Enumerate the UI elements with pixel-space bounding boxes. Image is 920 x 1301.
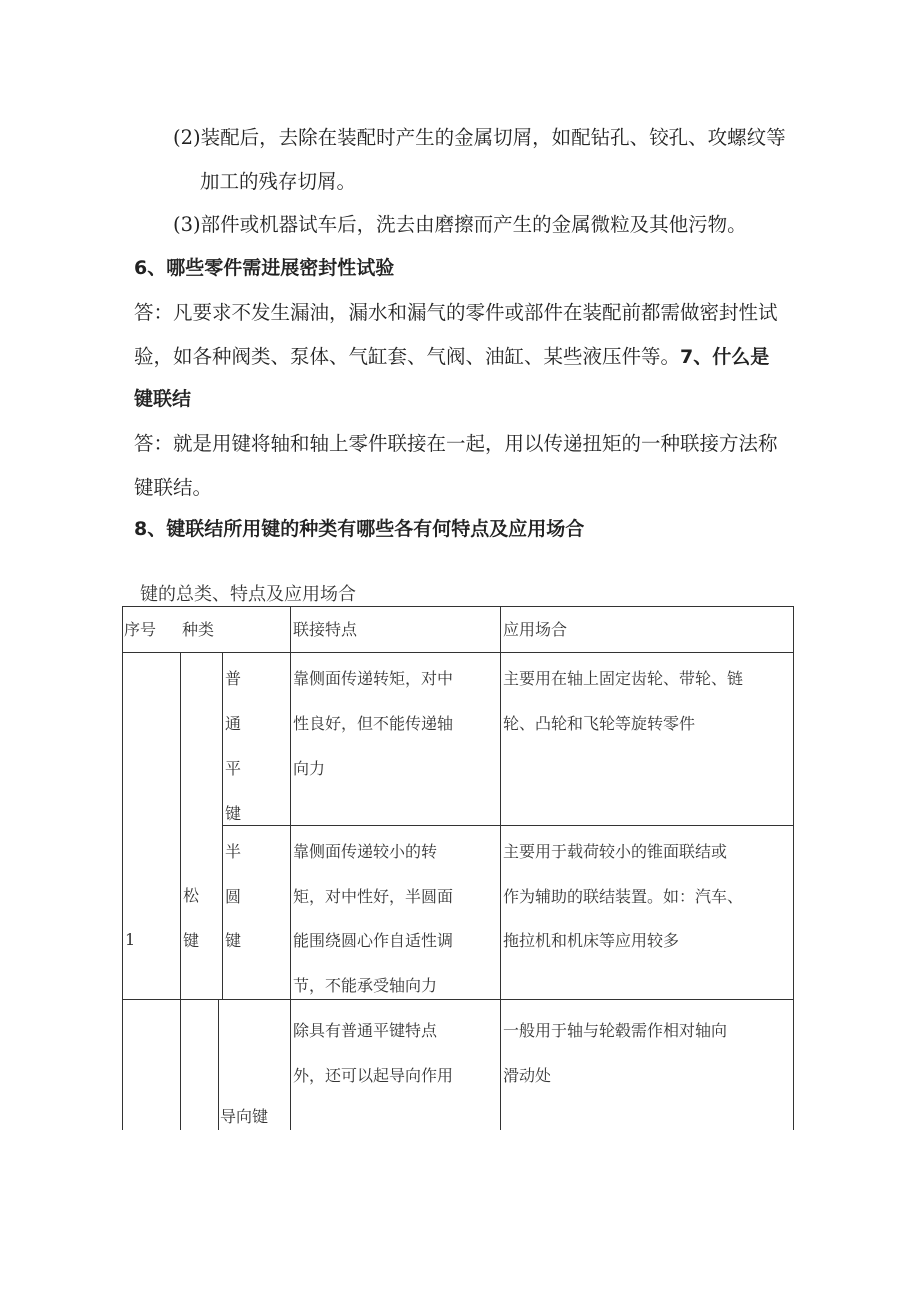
- row-1-features-line-1: 靠侧面传递转矩，对中: [293, 669, 454, 688]
- row-2-features-line-2: 矩，对中性好，半圆面: [293, 887, 454, 906]
- table-col-divider-features: [500, 606, 501, 1130]
- question-8-title: 8、键联结所用键的种类有哪些各有何特点及应用场合: [134, 518, 585, 540]
- header-usage: 应用场合: [503, 620, 568, 639]
- table-caption: 键的总类、特点及应用场合: [140, 584, 356, 605]
- row-1-usage-line-2: 轮、凸轮和飞轮等旋转零件: [503, 714, 696, 733]
- header-features: 联接特点: [293, 620, 358, 639]
- row-seq-number: 1: [125, 930, 136, 949]
- table-border-left: [122, 606, 123, 1130]
- row-2-usage-line-3: 拖拉机和机床等应用较多: [503, 931, 680, 950]
- row-1-name-char-1: 普: [225, 669, 242, 688]
- answer-7-line-1: 答：就是用键将轴和轴上零件联接在一起，用以传递扭矩的一种联接方法称: [134, 432, 778, 455]
- row-2-features-line-3: 能围绕圆心作自适性调: [293, 931, 454, 950]
- header-seq: 序号: [124, 620, 157, 639]
- answer-6-text: 验，如各种阀类、泵体、气缸套、气阀、油缸、某些液压件等。: [134, 345, 681, 368]
- table-border-top: [122, 606, 794, 607]
- table-col-divider-name: [290, 606, 291, 1130]
- row-2-features-line-1: 靠侧面传递较小的转: [293, 842, 438, 861]
- answer-6-line-1: 答：凡要求不发生漏油，漏水和漏气的零件或部件在装配前都需做密封性试: [134, 301, 778, 324]
- table-border-right: [793, 606, 794, 1130]
- row-2-name-char-3: 键: [225, 931, 242, 950]
- question-7-title-end: 键联结: [134, 388, 192, 410]
- row-3-features-line-2: 外，还可以起导向作用: [293, 1066, 454, 1085]
- row-1-usage-line-1: 主要用在轴上固定齿轮、带轮、链: [503, 669, 744, 688]
- kind-loose-char-2: 键: [183, 931, 200, 950]
- row-1-name-char-4: 键: [225, 804, 242, 823]
- row-3-name: 导向键: [220, 1107, 269, 1126]
- question-6-title: 6、哪些零件需进展密封性试验: [134, 257, 395, 279]
- question-7-title-start: 7、什么是: [680, 346, 770, 368]
- answer-7-line-2: 键联结。: [134, 476, 213, 499]
- row-3-usage-line-1: 一般用于轴与轮毂需作相对轴向: [503, 1021, 728, 1040]
- answer-6-line-2: [134, 347, 769, 367]
- row-2-features-line-4: 节，不能承受轴向力: [293, 976, 438, 995]
- row-1-features-line-2: 性良好，但不能传递轴: [293, 714, 454, 733]
- paragraph-2-line-1: (2)装配后，去除在装配时产生的金属切屑，如配钻孔、铰孔、攻螺纹等: [173, 126, 786, 149]
- row-2-name-char-2: 圆: [225, 887, 242, 906]
- table-group-divider: [122, 999, 794, 1000]
- header-kind: 种类: [182, 620, 215, 639]
- row-1-name-char-2: 通: [225, 714, 242, 733]
- row-2-usage-line-1: 主要用于载荷较小的锥面联结或: [503, 842, 728, 861]
- row-3-usage-line-2: 滑动处: [503, 1066, 552, 1085]
- row-2-usage-line-2: 作为辅助的联结装置。如：汽车、: [503, 887, 744, 906]
- row-1-features-line-3: 向力: [293, 759, 326, 778]
- table-col-divider-seq: [180, 652, 181, 1130]
- kind-loose-char-1: 松: [183, 886, 200, 905]
- row-3-features-line-1: 除具有普通平键特点: [293, 1021, 438, 1040]
- paragraph-2-line-2: 加工的残存切屑。: [200, 170, 357, 193]
- row-1-name-char-3: 平: [225, 759, 242, 778]
- table-row-divider: [222, 825, 794, 826]
- paragraph-3-line-1: (3)部件或机器试车后，洗去由磨擦而产生的金属微粒及其他污物。: [173, 213, 747, 236]
- table-col-divider-kind-lower: [218, 999, 219, 1130]
- row-2-name-char-1: 半: [225, 842, 242, 861]
- table-col-divider-kind: [222, 652, 223, 999]
